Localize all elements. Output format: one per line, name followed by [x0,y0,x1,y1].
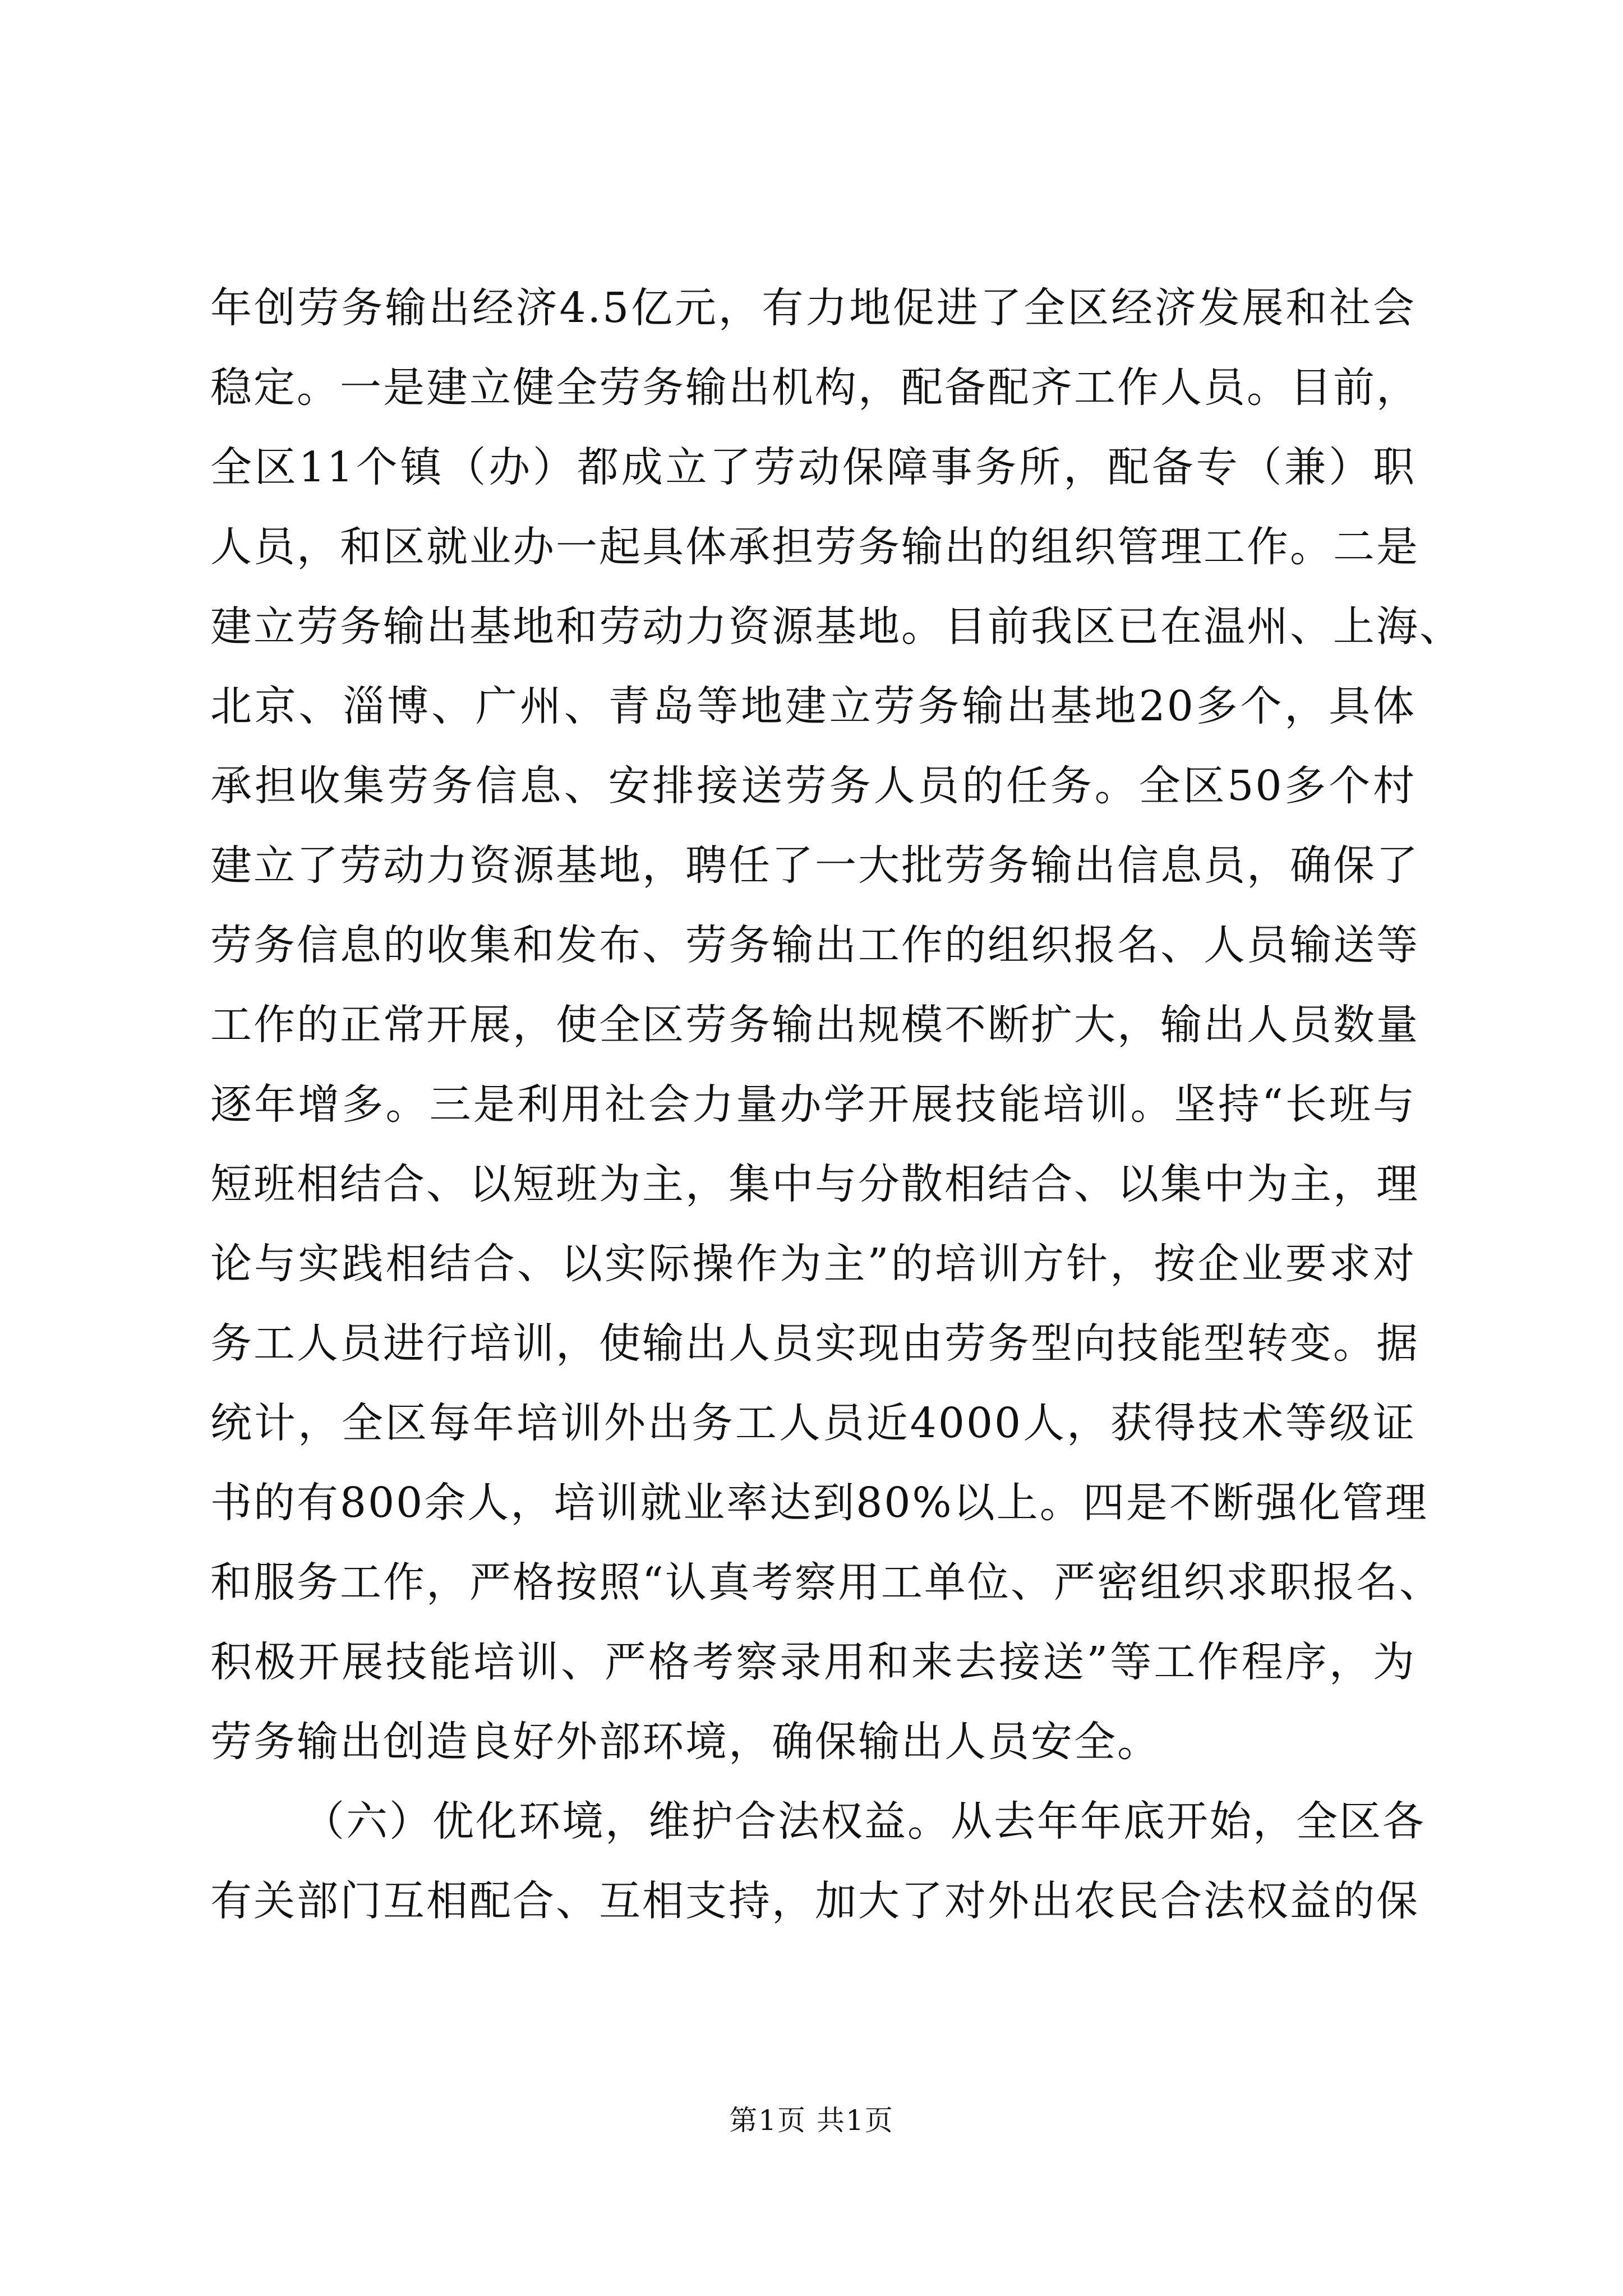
text-line: 人员，和区就业办一起具体承担劳务输出的组织管理工作。二是 [210,523,1419,571]
text-line: 全区11个镇（办）都成立了劳动保障事务所，配备专（兼）职 [210,443,1416,491]
text-line: 论与实践相结合、以实际操作为主”的培训方针，按企业要求对 [210,1240,1416,1288]
text-line: 逐年增多。三是利用社会力量办学开展技能培训。坚持“长班与 [210,1080,1416,1129]
text-line: 建立了劳动力资源基地，聘任了一大批劳务输出信息员，确保了 [210,841,1419,890]
text-line: 统计，全区每年培训外出务工人员近4000人，获得技术等级证 [210,1399,1416,1447]
text-line: 稳定。一是建立健全劳务输出机构，配备配齐工作人员。目前， [210,364,1419,412]
section-heading-line: （六）优化环境，维护合法权益。从去年年底开始，全区各 [303,1797,1426,1846]
text-line: 工作的正常开展，使全区劳务输出规模不断扩大，输出人员数量 [210,1001,1419,1049]
text-line: 建立劳务输出基地和劳动力资源基地。目前我区已在温州、上海、 [210,602,1463,651]
document-body [210,268,1463,1941]
text-line: 劳务信息的收集和发布、劳务输出工作的组织报名、人员输送等 [210,921,1419,969]
text-line: 北京、淄博、广州、青岛等地建立劳务输出基地20多个，具体 [210,682,1416,730]
text-line: 务工人员进行培训，使输出人员实现由劳务型向技能型转变。据 [210,1319,1419,1368]
text-line: 有关部门互相配合、互相支持，加大了对外出农民合法权益的保 [210,1877,1419,1925]
paragraph-end-line: 劳务输出创造良好外部环境，确保输出人员安全。 [210,1718,1160,1766]
text-line: 书的有800余人，培训就业率达到80%以上。四是不断强化管理 [210,1479,1428,1527]
text-line: 和服务工作，严格按照“认真考察用工单位、严密组织求职报名、 [210,1558,1442,1607]
text-line: 承担收集劳务信息、安排接送劳务人员的任务。全区50多个村 [210,762,1416,810]
text-line: 短班相结合、以短班为主，集中与分散相结合、以集中为主，理 [210,1160,1419,1208]
text-line: 积极开展技能培训、严格考察录用和来去接送”等工作程序，为 [210,1638,1416,1686]
text-line: 年创劳务输出经济4.5亿元，有力地促进了全区经济发展和社会 [210,284,1416,332]
page-number-footer: 第1页 共1页 [729,2104,894,2137]
